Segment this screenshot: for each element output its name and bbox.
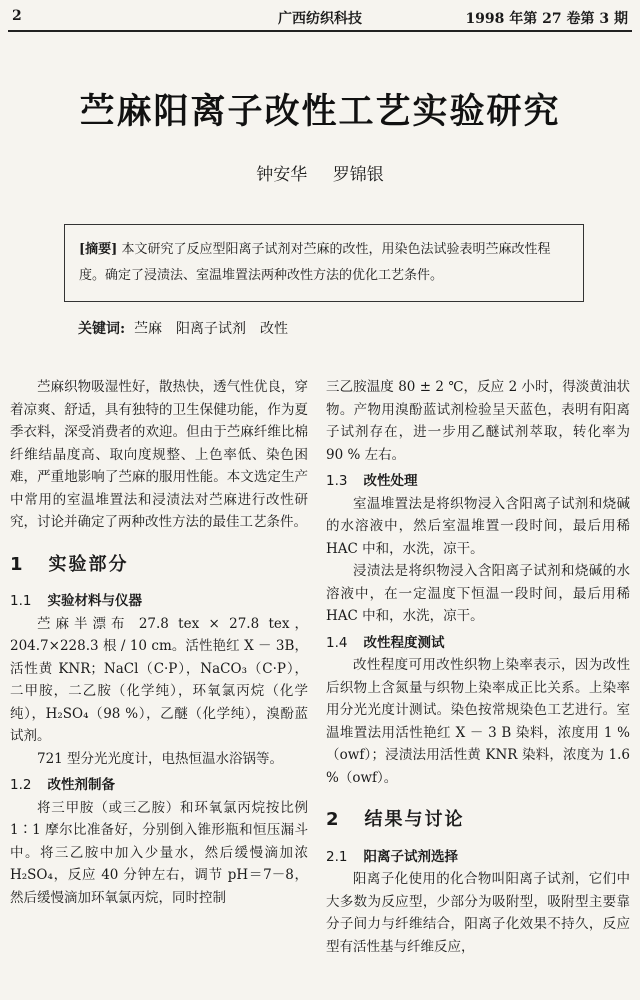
author-list (0, 160, 640, 185)
subsection-heading (10, 774, 308, 797)
body-paragraph: 三乙胺温度 80 ± 2 ℃，反应 2 小时，得淡黄油状物。产物用溴酚蓝试剂检验呈天蓝色，表明有阳离子试剂存在，进一步用乙醚试剂萃取，转化率为 90 % 左右。 (326, 379, 630, 463)
subsection-number: 1.2 (10, 777, 32, 793)
paper-title: 苎麻阳离子改性工艺实验研究 (79, 92, 561, 132)
running-header (8, 6, 632, 32)
left-column (10, 376, 308, 909)
page-number: 2 (12, 8, 22, 24)
subsection-title: 实验材料与仪器 (47, 593, 142, 609)
intro-paragraph: 苎麻织物吸湿性好，散热快，透气性优良，穿着凉爽、舒适，具有独特的卫生保健功能，作为夏季衣料，深受消费者的欢迎。但由于苎麻纤维比棉纤维结晶度高、取向度规整、上色率低、染色困难，严重地影响了苎麻的服用性能。本文选定生产中常用的室温堆置法和浸渍法对苎麻进行改性研究，讨论并确定了两种改性方法的最佳工艺条件。 (10, 379, 308, 530)
journal-name: 广西纺织科技 (278, 11, 362, 27)
section-number: 2 (326, 809, 341, 830)
subsection-heading (326, 846, 630, 869)
body-paragraph: 苎麻半漂布 27.8 tex × 27.8 tex，204.7×228.3 根 / 10 cm。活性艳红 X － 3B，活性黄 KNR；NaCl（C·P），NaCO₃（C·P），二甲胺，二乙胺（化学纯），环氧氯丙烷（化学纯），H₂SO₄（98 %），乙醚（化学纯），溴酚蓝试剂。 (10, 615, 308, 744)
keywords-label: 关键词: (78, 321, 126, 337)
subsection-title: 阳离子试剂选择 (363, 848, 458, 865)
body-paragraph: 阳离子化使用的化合物叫阳离子试剂，它们中大多数为反应型，少部分为吸附型，吸附型主要靠分子间力与纤维结合，阳离子化效果不持久，反应型有活性基与纤维反应， (326, 871, 630, 955)
abstract-text: 本文研究了反应型阳离子试剂对苎麻的改性，用染色法试验表明苎麻改性程度。确定了浸渍法、室温堆置法两种改性方法的优化工艺条件。 (79, 242, 551, 283)
subsection-number: 1.3 (326, 473, 348, 489)
subsection-number: 1.1 (10, 593, 32, 609)
subsection-title: 改性剂制备 (47, 777, 115, 793)
subsection-heading (10, 590, 308, 613)
abstract-label: [摘要] (79, 242, 118, 257)
subsection-heading (326, 632, 630, 655)
subsection-number: 2.1 (326, 848, 348, 865)
keywords-terms: 苎麻 阳离子试剂 改性 (134, 321, 289, 337)
section-number: 1 (10, 553, 25, 575)
section-heading (326, 809, 630, 832)
body-paragraph: 721 型分光光度计，电热恒温水浴锅等。 (37, 750, 284, 767)
subsection-number: 1.4 (326, 634, 348, 651)
body-paragraph: 浸渍法是将织物浸入含阳离子试剂和烧碱的水溶液中，在一定温度下恒温一段时间，最后用稀 HAC 中和，水洗，凉干。 (326, 563, 630, 624)
subsection-title: 改性程度测试 (363, 634, 445, 651)
subsection-heading (326, 470, 630, 493)
section-title: 结果与讨论 (364, 809, 465, 830)
body-paragraph: 改性程度可用改性织物上染率表示，因为改性后织物上含氮量与织物上染率成正比关系。上染率用分光光度计测试。染色按常规染色工艺进行。室温堆置法用活性艳红 X － 3 B 染料，浓度用 1 %（owf）；浸渍法用活性黄 KNR 染料，浓度为 1.6 %（owf）。 (326, 657, 630, 786)
body-paragraph: 室温堆置法是将织物浸入含阳离子试剂和烧碱的水溶液中，然后室温堆置一段时间，最后用稀 HAC 中和，水洗，凉干。 (326, 495, 630, 557)
subsection-title: 改性处理 (363, 473, 418, 489)
section-heading (10, 554, 308, 577)
right-column (326, 376, 630, 958)
issue-info: 1998 年第 27 卷第 3 期 (465, 11, 628, 27)
author-name: 罗锦银 (332, 165, 384, 185)
keywords (78, 318, 288, 338)
abstract-box (64, 224, 584, 302)
body-paragraph: 将三甲胺（或三乙胺）和环氧氯丙烷按比例 1∶1 摩尔比准备好，分别倒入锥形瓶和恒压漏斗中。将三乙胺中加入少量水，然后缓慢滴加浓 H₂SO₄，反应 40 分钟左右，调节 pH＝7－8，然后缓慢滴加环氧氯丙烷，同时控制 (10, 799, 308, 906)
author-name: 钟安华 (256, 165, 308, 185)
section-title: 实验部分 (48, 553, 129, 575)
